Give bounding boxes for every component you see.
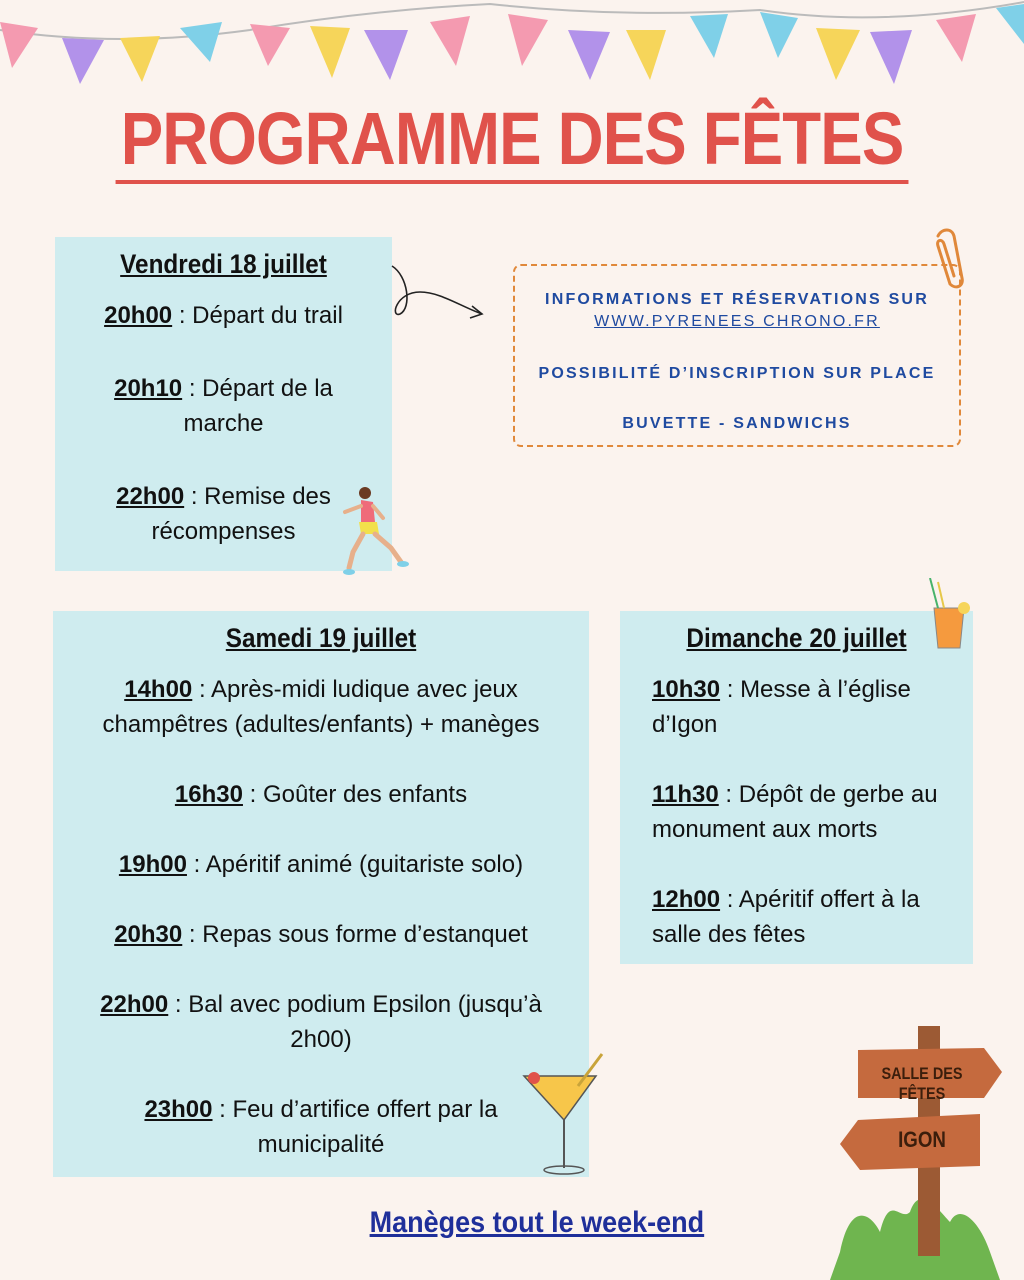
- saturday-event: [87, 672, 555, 742]
- saturday-event: [87, 917, 555, 952]
- event-time: 20h30: [114, 921, 183, 948]
- saturday-event: [87, 987, 555, 1057]
- sunday-heading: Dimanche 20 juillet: [686, 623, 907, 653]
- info-line: INFORMATIONS ET RÉSERVATIONS SUR: [545, 291, 929, 308]
- event-text: : Repas sous forme d’estanquet: [182, 921, 528, 948]
- sunday-event: [652, 777, 941, 847]
- signpost-bottom-label: IGON: [898, 1127, 946, 1152]
- event-time: 16h30: [174, 781, 243, 808]
- info-line: POSSIBILITÉ D’INSCRIPTION SUR PLACE: [538, 365, 936, 382]
- event-text: : Apéritif animé (guitariste solo): [186, 851, 524, 878]
- bunting-garland-icon: [0, 0, 1024, 90]
- martini-glass-icon: [518, 1050, 610, 1180]
- event-text: : Départ de la marche: [182, 375, 333, 437]
- friday-event: [55, 298, 392, 333]
- saturday-panel: [53, 611, 589, 1177]
- info-panel: [513, 264, 961, 447]
- signpost-top-label: SALLE DES FÊTES: [881, 1064, 963, 1103]
- event-time: 22h00: [100, 991, 169, 1018]
- event-time: 20h10: [114, 375, 183, 402]
- event-time: 20h00: [104, 302, 173, 329]
- saturday-heading: Samedi 19 juillet: [225, 623, 417, 653]
- sunday-event: [652, 672, 941, 742]
- arrow-icon: [390, 262, 490, 326]
- saturday-event: [87, 1092, 555, 1162]
- event-time: 19h00: [118, 851, 187, 878]
- event-time: 11h30: [652, 781, 719, 808]
- page-title-wrapper: [0, 98, 1024, 184]
- event-text: : Apéritif offert à la salle des fêtes: [652, 886, 920, 948]
- event-text: : Remise des récompenses: [151, 483, 331, 545]
- friday-heading: Vendredi 18 juillet: [120, 249, 327, 279]
- footer-wrapper: [0, 1206, 1024, 1240]
- sunday-panel: [620, 611, 973, 964]
- event-text: : Messe à l’église d’Igon: [652, 676, 911, 738]
- event-text: : Départ du trail: [172, 302, 343, 329]
- event-time: 10h30: [652, 676, 721, 703]
- saturday-event: [87, 777, 555, 812]
- event-text: : Après-midi ludique avec jeux champêtres (adultes/enfants) + manèges: [102, 676, 540, 738]
- saturday-event: [87, 847, 555, 882]
- event-text: : Dépôt de gerbe au monument aux morts: [652, 781, 938, 843]
- friday-event: [55, 371, 392, 441]
- event-text: : Bal avec podium Epsilon (jusqu’à 2h00): [168, 991, 542, 1053]
- runner-illustration: [335, 484, 415, 579]
- event-time: 14h00: [124, 676, 193, 703]
- event-time: 12h00: [652, 886, 721, 913]
- event-text: : Goûter des enfants: [242, 781, 468, 808]
- paperclip-icon: [928, 228, 968, 290]
- info-link[interactable]: WWW.PYRENEES CHRONO.FR: [594, 313, 880, 330]
- page-title: PROGRAMME DES FÊTES: [115, 98, 908, 184]
- footer-text: Manèges tout le week-end: [369, 1206, 705, 1239]
- cocktail-glass-icon: [924, 578, 974, 652]
- sunday-event: [652, 882, 941, 952]
- event-time: 22h00: [116, 483, 185, 510]
- event-time: 23h00: [144, 1096, 213, 1123]
- event-text: : Feu d’artifice offert par la municipalité: [212, 1096, 498, 1158]
- info-line: BUVETTE - SANDWICHS: [622, 415, 852, 432]
